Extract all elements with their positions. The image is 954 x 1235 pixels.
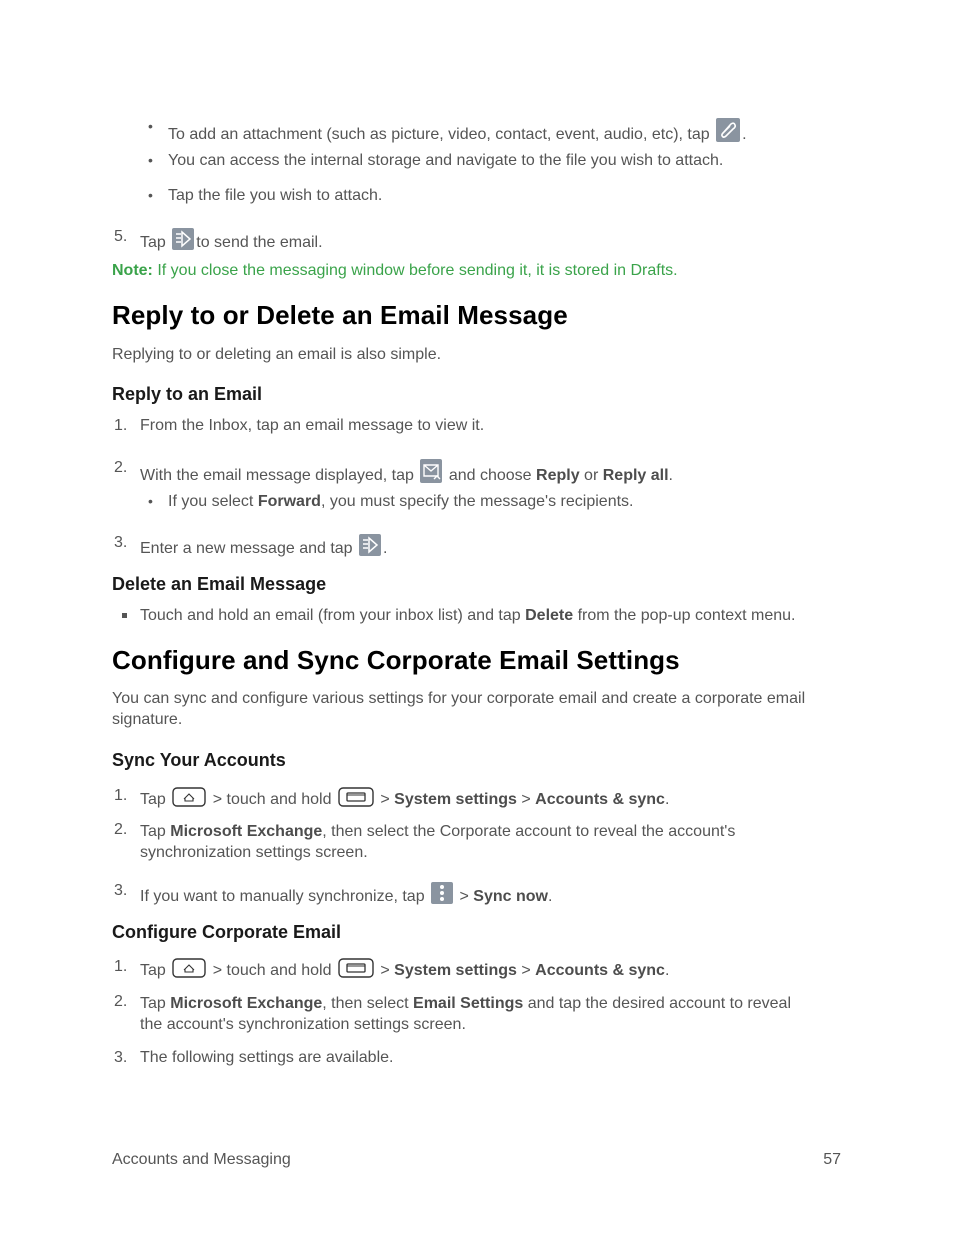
subheading-configure: Configure Corporate Email <box>112 922 342 942</box>
bullet-icon: • <box>148 152 153 168</box>
note-label: Note: <box>112 262 153 279</box>
step-number: 5. <box>114 228 128 245</box>
step-number: 2. <box>114 993 128 1010</box>
subheading-reply: Reply to an Email <box>112 384 263 404</box>
section-title-configure-sync: Configure and Sync Corporate Email Settings <box>112 645 680 675</box>
subheading-sync: Sync Your Accounts <box>112 750 286 770</box>
step-number: 3. <box>114 534 128 551</box>
page-number: 57 <box>823 1151 841 1168</box>
more-options-icon <box>431 882 453 909</box>
bullet-text: Tap the file you wish to attach. <box>168 187 383 204</box>
footer-chapter: Accounts and Messaging <box>112 1151 291 1168</box>
menu-key-icon <box>338 958 374 983</box>
note-text: If you close the messaging window before sending it, it is stored in Drafts. <box>157 262 678 279</box>
subheading-delete: Delete an Email Message <box>112 574 327 594</box>
step-number: 1. <box>114 417 128 434</box>
send-icon <box>172 228 194 255</box>
home-key-icon <box>172 958 206 983</box>
note <box>112 262 678 280</box>
step-number: 1. <box>114 787 128 804</box>
step-number: 2. <box>114 821 128 838</box>
home-key-icon <box>172 787 206 812</box>
section-intro: You can sync and configure various settings for your corporate email and create a corporate email signature. <box>112 690 806 728</box>
step-number: 2. <box>114 459 128 476</box>
step-number: 1. <box>114 958 128 975</box>
step-number: 3. <box>114 1049 128 1066</box>
send-icon <box>359 534 381 561</box>
bullet-icon: • <box>148 493 153 509</box>
section-intro: Replying to or deleting an email is also simple. <box>112 346 442 363</box>
step-number: 3. <box>114 882 128 899</box>
paperclip-icon <box>716 118 740 147</box>
bullet-text: You can access the internal storage and navigate to the file you wish to attach. <box>168 152 724 169</box>
menu-key-icon <box>338 787 374 812</box>
bullet-text: To add an attachment (such as picture, video, contact, event, audio, etc), tap <box>168 126 710 143</box>
bullet-icon: • <box>148 187 153 203</box>
square-bullet-icon <box>122 613 127 618</box>
bullet-icon: • <box>148 118 153 134</box>
section-title-reply-delete: Reply to or Delete an Email Message <box>112 300 568 330</box>
reply-icon <box>420 459 442 488</box>
